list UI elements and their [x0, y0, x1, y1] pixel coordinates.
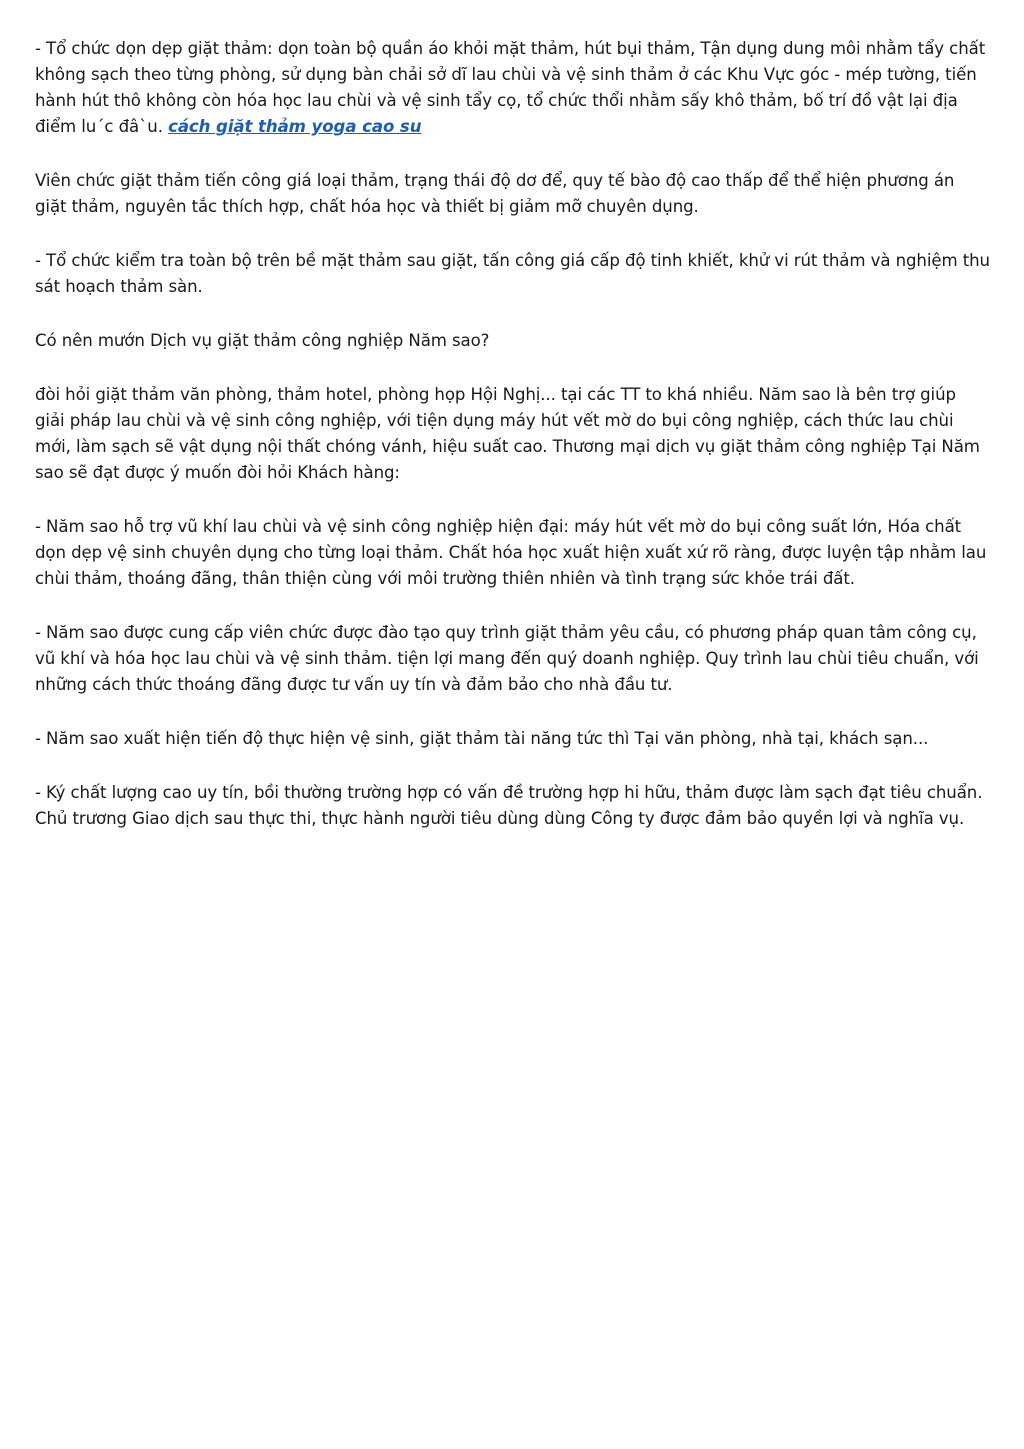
paragraph-demand: đòi hỏi giặt thảm văn phòng, thảm hotel, phòng họp Hội Nghị... tại các TT to khá nhiều. Năm sao là bên trợ giúp giải pháp lau chùi và vệ sinh công nghiệp, với tiện dụng máy hút vết mờ do bụi công nghiệp, cách thức lau chùi mới, làm sạch sẽ vật dụng nội thất chóng vánh, hiệu suất cao. Thương mại dịch vụ giặt thảm công nghiệp Tại Năm sao sẽ đạt được ý muốn đòi hỏi Khách hàng:	[35, 385, 980, 482]
paragraph-text: - Tổ chức dọn dẹp giặt thảm: dọn toàn bộ quần áo khỏi mặt thảm, hút bụi thảm, Tận dụng dung môi nhằm tẩy chất không sạch theo từng phòng, sử dụng bàn chải sở dĩ lau chùi và vệ sinh thảm ở các Khu Vực góc - mép tường, tiến hành hút thô không còn hóa học lau chùi và vệ sinh tẩy cọ, tổ chức thổi nhằm sấy khô thảm, bố trí đồ vật lại địa điểm lu´c đâ`u.	[35, 39, 986, 136]
paragraph-warranty: - Ký chất lượng cao uy tín, bồi thường trường hợp có vấn đề trường hợp hi hữu, thảm được làm sạch đạt tiêu chuẩn. Chủ trương Giao dịch sau thực thi, thực hành người tiêu dùng dùng Công ty được đảm bảo quyền lợi và nghĩa vụ.	[35, 783, 983, 828]
paragraph-schedule: - Năm sao xuất hiện tiến độ thực hiện vệ sinh, giặt thảm tài năng tức thì Tại văn phòng, nhà tại, khách sạn...	[35, 729, 929, 748]
paragraph-staff: - Năm sao được cung cấp viên chức được đào tạo quy trình giặt thảm yêu cầu, có phương pháp quan tâm công cụ, vũ khí và hóa học lau chùi và vệ sinh thảm. tiện lợi mang đến quý doanh nghiệp. Quy trình lau chùi tiêu chuẩn, với những cách thức thoáng đãng được tư vấn uy tín và đảm bảo cho nhà đầu tư.	[35, 623, 979, 694]
paragraph-inspection: - Tổ chức kiểm tra toàn bộ trên bề mặt thảm sau giặt, tấn công giá cấp độ tinh khiết, khử vi rút thảm và nghiệm thu sát hoạch thảm sàn.	[35, 251, 990, 296]
paragraph-equipment: - Năm sao hỗ trợ vũ khí lau chùi và vệ sinh công nghiệp hiện đại: máy hút vết mờ do bụi công suất lớn, Hóa chất dọn dẹp vệ sinh chuyên dụng cho từng loại thảm. Chất hóa học xuất hiện xuất xứ rõ ràng, được luyện tập nhằm lau chùi thảm, thoáng đãng, thân thiện cùng với môi trường thiên nhiên và tình trạng sức khỏe trái đất.	[35, 517, 987, 588]
paragraph-assessment: Viên chức giặt thảm tiến công giá loại thảm, trạng thái độ dơ để, quy tế bào độ cao thấp để thể hiện phương án giặt thảm, nguyên tắc thích hợp, chất hóa học và thiết bị giảm mỡ chuyên dụng.	[35, 171, 955, 216]
yoga-mat-washing-link[interactable]: cách giặt thảm yoga cao su	[168, 117, 422, 136]
section-question: Có nên mướn Dịch vụ giặt thảm công nghiệp Năm sao?	[35, 331, 490, 350]
paragraph-cleaning-steps	[35, 36, 990, 140]
